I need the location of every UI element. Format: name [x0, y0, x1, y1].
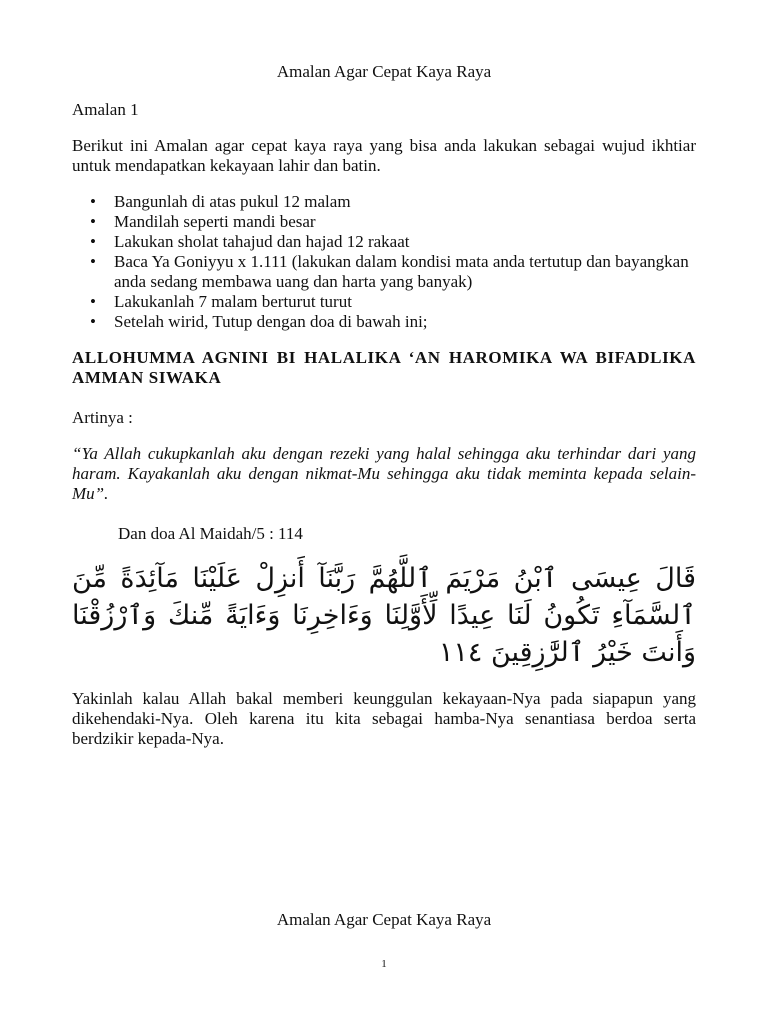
step-text: Lakukan sholat tahajud dan hajad 12 rakaat: [114, 232, 410, 251]
step-text: Lakukanlah 7 malam berturut turut: [114, 292, 352, 311]
arabic-verse: قَالَ عِيسَى ٱبْنُ مَرْيَمَ ٱللَّهُمَّ رَبَّنَآ أَنزِلْ عَلَيْنَا مَآئِدَةً مِّنَ ٱلسَّمَآءِ تَكُونُ لَنَا عِيدًا لِّأَوَّلِنَا وَءَاخِرِنَا وَءَايَةً مِّنكَ وَٱرْزُقْنَا وَأَنتَ خَيْرُ ٱلرَّٰزِقِينَ ١١٤: [72, 563, 696, 668]
closing-paragraph: Yakinlah kalau Allah bakal memberi keunggulan kekayaan-Nya pada siapapun yang dikehendaki-Nya. Oleh karena itu kita sebagai hamba-Nya senantiasa berdoa serta berdzikir kepada-Nya.: [72, 689, 696, 748]
bullet-icon: •: [90, 232, 96, 251]
section-label: Amalan 1: [72, 100, 139, 119]
footer-title: Amalan Agar Cepat Kaya Raya: [276, 910, 492, 929]
bullet-icon: •: [90, 292, 96, 311]
bullet-icon: •: [90, 212, 96, 231]
doa-label: Dan doa Al Maidah/5 : 114: [118, 524, 303, 543]
step-text: Baca Ya Goniyyu x 1.111 (lakukan dalam kondisi mata anda tertutup dan bayangkan anda sedang membawa uang dan harta yang banyak): [114, 252, 689, 291]
artinya-label: Artinya :: [72, 408, 133, 427]
bullet-icon: •: [90, 192, 96, 211]
document-body: [72, 100, 696, 749]
step-text: Setelah wirid, Tutup dengan doa di bawah ini;: [114, 312, 428, 331]
list-item: [72, 312, 696, 332]
list-item: [72, 192, 696, 212]
bullet-icon: •: [90, 312, 96, 331]
list-item: [72, 252, 696, 292]
page-title: Amalan Agar Cepat Kaya Raya: [276, 62, 492, 81]
prayer-text: ALLOHUMMA AGNINI BI HALALIKA ‘AN HAROMIKA WA BIFADLIKA AMMAN SIWAKA: [72, 348, 696, 387]
bullet-icon: •: [90, 252, 96, 271]
step-text: Bangunlah di atas pukul 12 malam: [114, 192, 351, 211]
steps-list: [72, 192, 696, 332]
list-item: [72, 232, 696, 252]
page-number: 1: [381, 958, 387, 970]
translation-text: “Ya Allah cukupkanlah aku dengan rezeki yang halal sehingga aku terhindar dari yang haram. Kayakanlah aku dengan nikmat-Mu sehingga aku tidak meminta kepada selain-Mu”.: [72, 444, 696, 503]
list-item: [72, 292, 696, 312]
list-item: [72, 212, 696, 232]
step-text: Mandilah seperti mandi besar: [114, 212, 316, 231]
intro-paragraph: Berikut ini Amalan agar cepat kaya raya yang bisa anda lakukan sebagai wujud ikhtiar untuk mendapatkan kekayaan lahir dan batin.: [72, 136, 696, 175]
